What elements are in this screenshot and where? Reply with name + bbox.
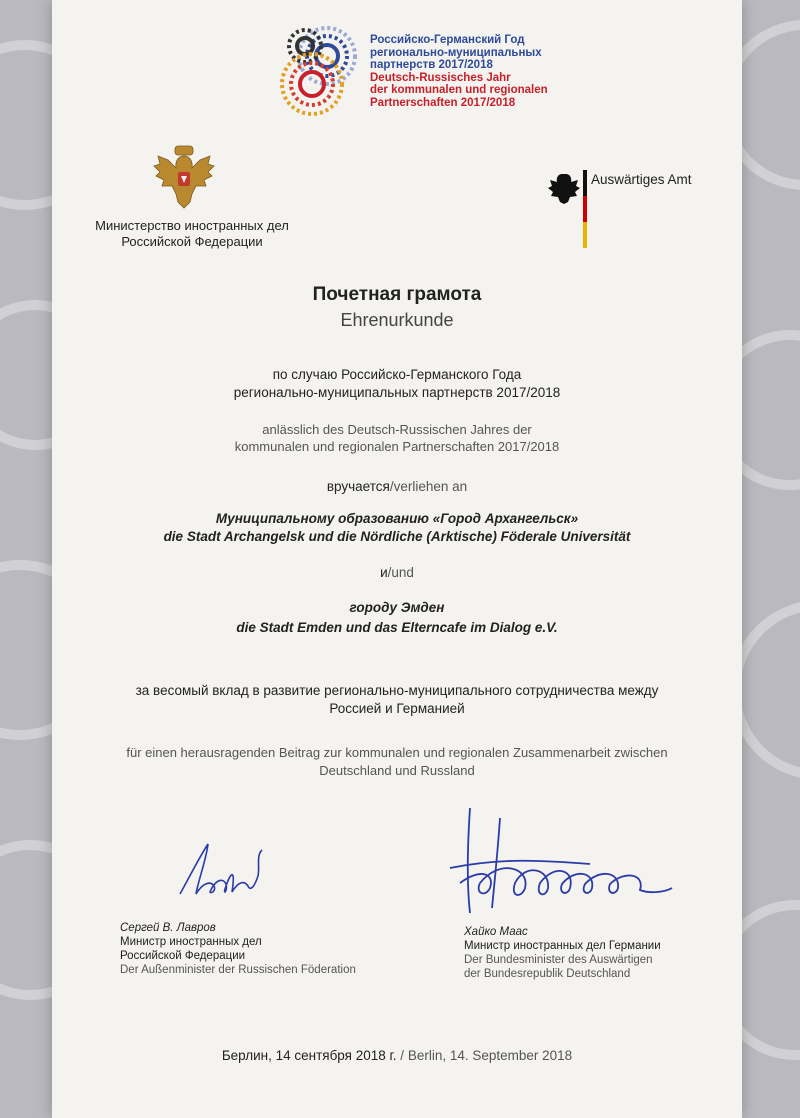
signatory-left-name: Сергей В. Лавров [120,922,216,934]
conjunction-sep: / [387,565,392,580]
awarded-line [52,479,742,494]
date-sep: / [396,1048,408,1063]
signatory-left-title-de: Der Außenminister der Russischen Föderation [120,964,356,976]
occasion-de-line1: anlässlich des Deutsch-Russischen Jahres der [262,422,532,437]
signatory-right-title-de1: Der Bundesminister des Auswärtigen [464,954,653,966]
title-ru: Почетная грамота [312,284,482,305]
conjunction-ru: и [380,565,388,580]
occasion-de-line2: kommunalen und regionalen Partnerschaften 2017/2018 [234,439,560,454]
date-ru: Берлин, 14 сентября 2018 г. [221,1048,397,1063]
signatory-right-name: Хайко Маас [464,926,528,938]
occasion-ru-line2: регионально-муниципальных партнерств 2017/2018 [233,385,561,400]
year-logo-text [370,34,548,110]
recipient-2-ru: городу Эмден [349,600,445,615]
occasion-ru [52,366,742,402]
auswaertiges-amt-label: Auswärtiges Amt [591,172,692,187]
reason-ru-line2: Россией и Германией [329,701,465,716]
year-ru-line1: Российско-Германский Год [370,34,525,46]
title-de: Ehrenurkunde [340,310,454,330]
german-eagle-icon [548,170,588,250]
awarded-sep: / [389,479,394,494]
year-de-line2: der kommunalen und regionalen [370,84,548,97]
recipient-2 [52,598,742,638]
signature-lavrov [170,836,280,906]
signatory-left [120,921,356,977]
conjunction-line [52,565,742,580]
reason-ru-line1: за весомый вклад в развитие регионально-муниципального сотрудничества между [135,683,659,698]
reason-de [52,744,742,780]
russian-coat-of-arms-icon [148,142,220,214]
reason-de-line1: für einen herausragenden Beitrag zur kommunalen und regionalen Zusammenarbeit zwischen [126,745,668,760]
signatory-right-title-ru: Министр иностранных дел Германии [464,940,661,952]
conjunction-de: und [391,565,414,580]
recipient-2-de: die Stadt Emden und das Elterncafe im Dialog e.V. [236,620,558,635]
signatory-left-title-ru1: Министр иностранных дел [120,936,262,948]
date-de: Berlin, 14. September 2018 [407,1048,573,1063]
recipient-1-ru: Муниципальному образованию «Город Архангельск» [215,511,579,526]
recipient-1 [52,510,742,546]
signatory-left-title-ru2: Российской Федерации [120,950,246,962]
awarded-de: verliehen an [393,479,468,494]
ministry-ru [92,218,292,250]
year-logo-icon [277,24,367,124]
signatory-right-title-de2: der Bundesrepublik Deutschland [464,968,631,980]
occasion-de [52,421,742,455]
signatory-right [464,925,661,981]
ministry-ru-line1: Министерство иностранных дел [95,218,289,233]
ministry-ru-line2: Российской Федерации [121,234,263,249]
occasion-ru-line1: по случаю Российско-Германского Года [272,367,522,382]
year-de-line3: Partnerschaften 2017/2018 [370,96,516,109]
certificate-paper [52,0,742,1118]
recipient-1-de: die Stadt Archangelsk und die Nördliche (Arktische) Föderale Universität [163,529,631,544]
year-de-line1: Deutsch-Russisches Jahr [370,71,511,84]
reason-de-line2: Deutschland und Russland [319,763,475,778]
year-ru-line2: регионально-муниципальных [370,46,542,59]
signature-maas [440,798,680,928]
awarded-ru: вручается [326,479,390,494]
reason-ru [52,682,742,718]
year-ru-line3: партнерств 2017/2018 [370,59,493,72]
date-line [52,1048,742,1063]
